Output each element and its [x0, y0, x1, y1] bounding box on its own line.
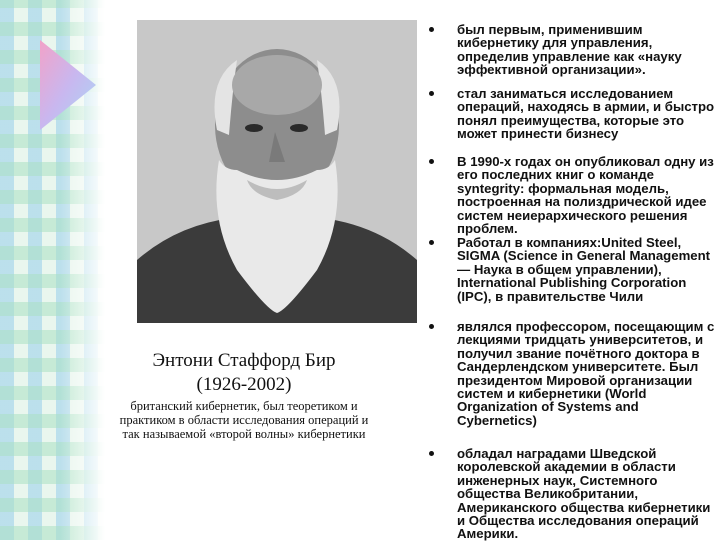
- person-name: Энтони Стаффорд Бир: [152, 350, 336, 371]
- portrait-photo: [137, 20, 417, 323]
- bullet-icon: [429, 451, 434, 456]
- person-years: (1926-2002): [196, 374, 292, 395]
- bullet-icon: [429, 324, 434, 329]
- bullet-text: В 1990-х годах он опубликовал одну из его последних книг о команде syntegrity: формальная модель, построенная на полиздрической идее систем неиерархического решения проблем.: [457, 154, 714, 237]
- person-description: британский кибернетик, был теоретиком и практиком в области исследования операций и так называемой «второй волны» кибернетики: [119, 399, 369, 441]
- bullet-icon: [429, 159, 434, 164]
- decorative-triangle: [40, 40, 98, 130]
- bullet-text: Работал в компаниях:United Steel, SIGMA (Science in General Management — Наука в общем управлении), International Publishing Corporation (IPC), в правительстве Чили: [457, 235, 711, 304]
- bullet-icon: [429, 27, 434, 32]
- bullet-text: обладал наградами Шведской королевской академии в области инженерных наук, Системного общества Великобритании, Американского общества кибернетики и Общества исследования операций Америки.: [457, 446, 711, 541]
- bullet-text: был первым, применившим кибернетику для управления, определив управление как «науку эффективной организации».: [457, 22, 682, 78]
- bullet-icon: [429, 240, 434, 245]
- bullet-text: являлся профессором, посещающим с лекциями тридцать университетов, и получил звание почётного доктора в Сандерлендском университете. Был президентом Мировой организации систем и кибернетики (World Organization of Systems and Cybernetics): [457, 319, 715, 428]
- bullet-icon: [429, 91, 434, 96]
- bullet-text: стал заниматься исследованием операций, находясь в армии, и быстро понял преимущества, которые это может принести бизнесу: [457, 86, 715, 142]
